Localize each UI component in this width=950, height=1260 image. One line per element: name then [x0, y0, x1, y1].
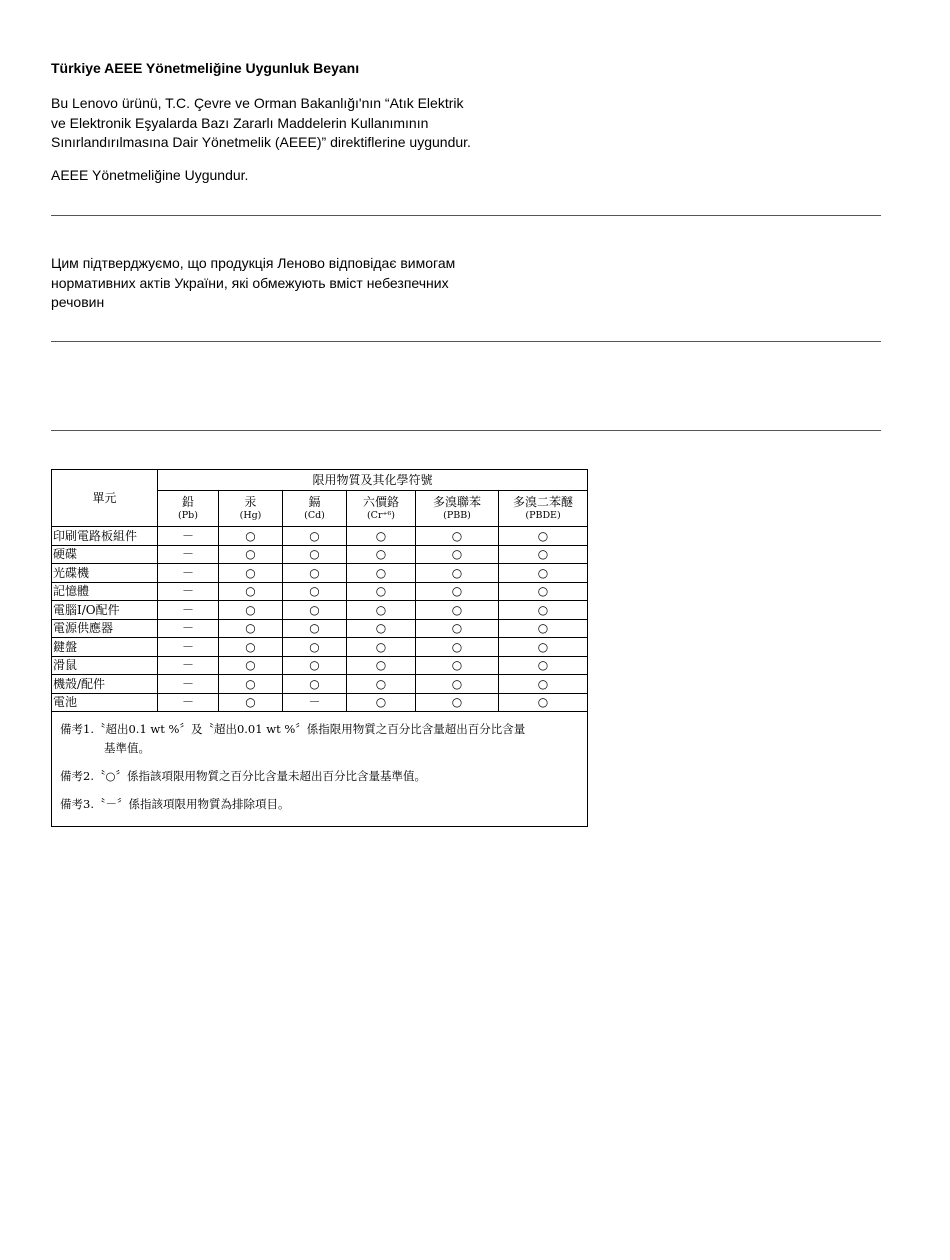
substance-mark-cell: －: [158, 619, 219, 638]
table-row: [52, 545, 588, 564]
substance-mark-cell: ○: [219, 675, 283, 694]
substance-mark-cell: ○: [347, 693, 416, 712]
table-row: [52, 693, 588, 712]
substance-name: 汞: [244, 495, 257, 509]
substance-mark-cell: ○: [283, 601, 347, 620]
turkey-statement-line: Bu Lenovo ürünü, T.C. Çevre ve Orman Bakanlığı'nın “Atık Elektrik: [51, 95, 464, 111]
substance-mark-cell: ○: [416, 564, 499, 583]
substance-mark-cell: ○: [499, 638, 588, 657]
substance-name: 多溴聯苯: [432, 495, 481, 509]
substance-mark-cell: －: [158, 693, 219, 712]
note-1-line-2: 基準值。: [104, 741, 150, 755]
table-header-row: [52, 470, 588, 491]
substance-mark-cell: ○: [416, 545, 499, 564]
unit-cell: 電源供應器: [52, 619, 158, 638]
turkey-statement-line: Sınırlandırılmasına Dair Yönetmelik (AEEE)” direktiflerine uygundur.: [51, 134, 471, 150]
substance-mark-cell: ○: [499, 582, 588, 601]
substance-mark-cell: ○: [283, 582, 347, 601]
unit-cell: 滑鼠: [52, 656, 158, 675]
substance-mark-cell: ○: [219, 527, 283, 546]
substance-mark-cell: ○: [499, 545, 588, 564]
substance-mark-cell: ○: [347, 527, 416, 546]
unit-cell: 印刷電路板組件: [52, 527, 158, 546]
substance-name: 六價鉻: [362, 495, 399, 509]
substance-mark-cell: ○: [416, 638, 499, 657]
table-row: [52, 675, 588, 694]
section-divider: [51, 430, 881, 431]
substance-name: 鎘: [308, 495, 321, 509]
substance-mark-cell: ○: [499, 619, 588, 638]
substance-header: [347, 491, 416, 527]
substance-header: [499, 491, 588, 527]
substance-mark-cell: ○: [347, 545, 416, 564]
substance-mark-cell: ○: [219, 545, 283, 564]
turkey-conformity-text: AEEE Yönetmeliğine Uygundur.: [51, 167, 249, 183]
substance-mark-cell: ○: [219, 693, 283, 712]
section-divider: [51, 341, 881, 342]
ukraine-statement-line: Цим підтверджуємо, що продукція Леново відповідає вимогам: [51, 255, 456, 271]
table-row: [52, 638, 588, 657]
turkey-statement-line: ve Elektronik Eşyalarda Bazı Zararlı Maddelerin Kullanımının: [51, 114, 429, 131]
table-row: [52, 564, 588, 583]
note-1-line-1: 備考1.〝超出0.1 wt %〞及〝超出0.01 wt %〞係指限用物質之百分比含量超出百分比含量: [60, 722, 526, 736]
substance-mark-cell: ○: [416, 675, 499, 694]
ukraine-statement-line: нормативних актів України, які обмежують вміст небезпечних: [51, 274, 449, 291]
substance-symbol: (Cr⁺⁶): [366, 510, 396, 521]
substance-header: [416, 491, 499, 527]
substance-mark-cell: ○: [347, 601, 416, 620]
substance-header: [283, 491, 347, 527]
unit-cell: 電腦I/O配件: [52, 601, 158, 620]
substance-mark-cell: －: [158, 527, 219, 546]
table-row: [52, 527, 588, 546]
substance-mark-cell: ○: [283, 656, 347, 675]
substance-mark-cell: ○: [219, 564, 283, 583]
unit-cell: 記憶體: [52, 582, 158, 601]
substance-mark-cell: －: [158, 638, 219, 657]
unit-cell: 電池: [52, 693, 158, 712]
substance-mark-cell: －: [283, 693, 347, 712]
note-2: 備考2.〝○〞係指該項限用物質之百分比含量未超出百分比含量基準值。: [60, 769, 427, 783]
substance-header: [158, 491, 219, 527]
ukraine-statement-line: речовин: [51, 294, 105, 310]
unit-header: 單元: [52, 470, 158, 527]
substance-mark-cell: ○: [347, 564, 416, 583]
substance-header: [219, 491, 283, 527]
rohs-table: [51, 469, 588, 827]
substance-mark-cell: ○: [219, 619, 283, 638]
substance-mark-cell: ○: [347, 582, 416, 601]
substance-mark-cell: ○: [347, 656, 416, 675]
note-3: 備考3.〝－〞係指該項限用物質為排除項目。: [60, 797, 290, 811]
unit-cell: 機殼/配件: [52, 675, 158, 694]
substance-mark-cell: －: [158, 675, 219, 694]
substance-mark-cell: ○: [416, 619, 499, 638]
rohs-table-container: [51, 469, 587, 827]
substance-mark-cell: ○: [499, 693, 588, 712]
substance-mark-cell: ○: [347, 619, 416, 638]
substance-group-header: 限用物質及其化學符號: [158, 470, 588, 491]
substance-mark-cell: ○: [416, 527, 499, 546]
substance-mark-cell: ○: [499, 527, 588, 546]
substance-mark-cell: ○: [219, 638, 283, 657]
substance-mark-cell: ○: [499, 601, 588, 620]
turkey-statement: [51, 94, 471, 153]
substance-mark-cell: ○: [347, 675, 416, 694]
substance-mark-cell: ○: [283, 619, 347, 638]
substance-mark-cell: ○: [219, 656, 283, 675]
substance-symbol: (PBB): [443, 510, 471, 521]
notes-row: [52, 712, 588, 827]
notes-cell: [52, 712, 588, 827]
substance-mark-cell: －: [158, 656, 219, 675]
substance-mark-cell: ○: [416, 693, 499, 712]
substance-name: 多溴二苯醚: [513, 495, 574, 509]
table-row: [52, 601, 588, 620]
substance-mark-cell: ○: [416, 582, 499, 601]
substance-mark-cell: ○: [283, 638, 347, 657]
ukraine-statement: [51, 254, 571, 313]
note-1: [60, 720, 583, 758]
substance-mark-cell: －: [158, 582, 219, 601]
table-row: [52, 619, 588, 638]
substance-mark-cell: －: [158, 564, 219, 583]
substance-mark-cell: ○: [283, 675, 347, 694]
turkey-title: Türkiye AEEE Yönetmeliğine Uygunluk Beyanı: [51, 60, 360, 76]
substance-mark-cell: ○: [219, 582, 283, 601]
unit-cell: 硬碟: [52, 545, 158, 564]
table-row: [52, 582, 588, 601]
substance-mark-cell: ○: [283, 545, 347, 564]
substance-symbol: (Cd): [304, 510, 325, 521]
unit-cell: 光碟機: [52, 564, 158, 583]
substance-mark-cell: ○: [283, 564, 347, 583]
section-divider: [51, 215, 881, 216]
substance-mark-cell: ○: [283, 527, 347, 546]
substance-mark-cell: －: [158, 601, 219, 620]
substance-mark-cell: ○: [416, 656, 499, 675]
substance-mark-cell: ○: [499, 564, 588, 583]
unit-cell: 鍵盤: [52, 638, 158, 657]
substance-mark-cell: ○: [499, 675, 588, 694]
substance-mark-cell: ○: [347, 638, 416, 657]
substance-name: 鉛: [181, 495, 194, 509]
substance-mark-cell: ○: [499, 656, 588, 675]
substance-symbol: (PBDE): [525, 510, 561, 521]
substance-mark-cell: ○: [416, 601, 499, 620]
substance-symbol: (Pb): [178, 510, 198, 521]
table-row: [52, 656, 588, 675]
substance-mark-cell: ○: [219, 601, 283, 620]
substance-symbol: (Hg): [239, 510, 262, 521]
substance-mark-cell: －: [158, 545, 219, 564]
